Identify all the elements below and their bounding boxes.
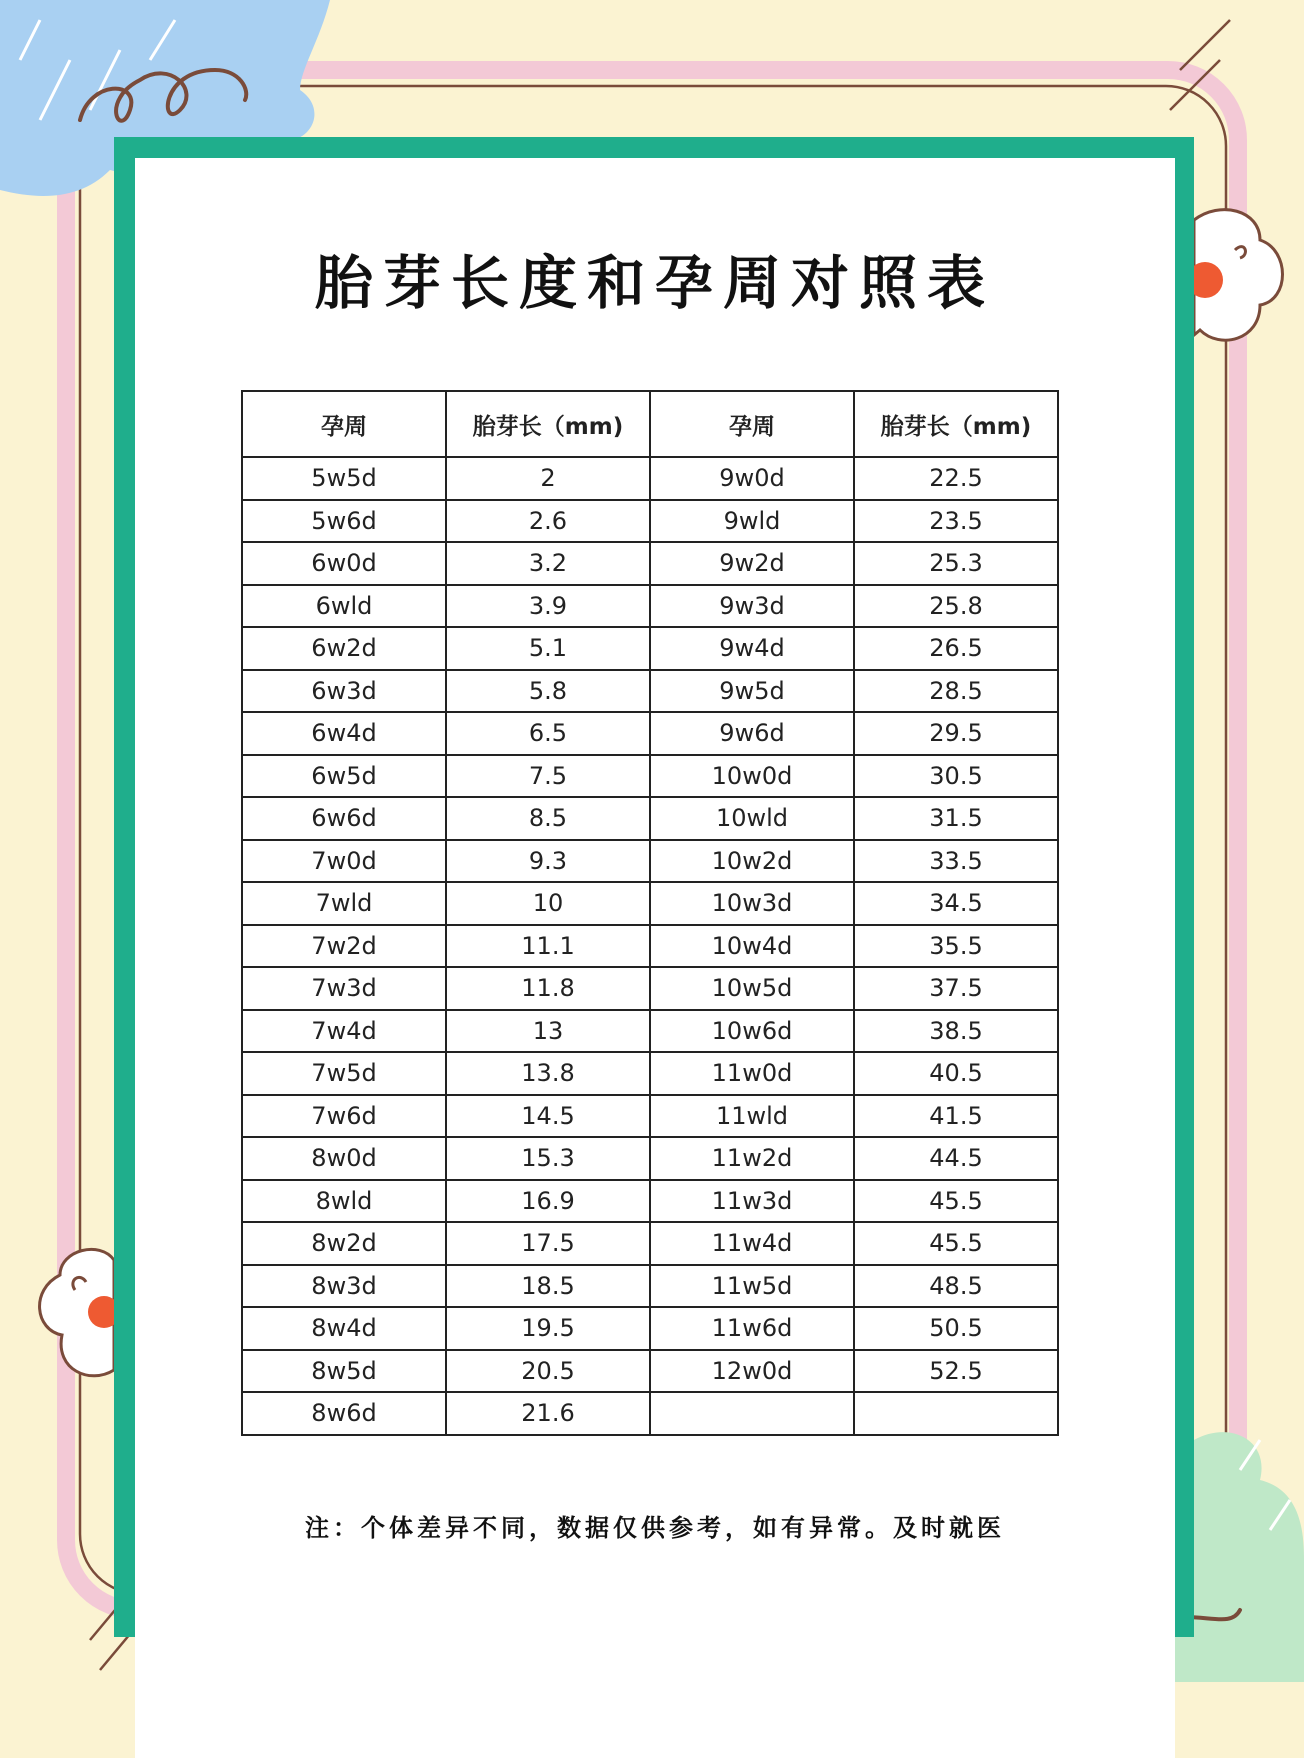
table-cell: 11w3d — [650, 1180, 854, 1223]
table-row — [242, 1307, 1058, 1350]
table-cell: 38.5 — [854, 1010, 1058, 1053]
table-cell: 34.5 — [854, 882, 1058, 925]
table-cell: 11wld — [650, 1095, 854, 1138]
table-cell: 11w2d — [650, 1137, 854, 1180]
table-cell: 19.5 — [446, 1307, 650, 1350]
table-cell: 5.1 — [446, 627, 650, 670]
table-row — [242, 457, 1058, 500]
table-cell: 44.5 — [854, 1137, 1058, 1180]
table-cell: 35.5 — [854, 925, 1058, 968]
table-cell: 22.5 — [854, 457, 1058, 500]
table-cell: 18.5 — [446, 1265, 650, 1308]
table-cell: 9w2d — [650, 542, 854, 585]
table-cell: 7w3d — [242, 967, 446, 1010]
table-row — [242, 627, 1058, 670]
table-cell: 13.8 — [446, 1052, 650, 1095]
table-row — [242, 1265, 1058, 1308]
table-cell: 52.5 — [854, 1350, 1058, 1393]
table-cell: 6w0d — [242, 542, 446, 585]
table-cell: 3.2 — [446, 542, 650, 585]
table-row — [242, 1137, 1058, 1180]
table-cell: 37.5 — [854, 967, 1058, 1010]
flower-icon — [1187, 210, 1283, 341]
table-cell: 21.6 — [446, 1392, 650, 1435]
table-row — [242, 1350, 1058, 1393]
table-cell: 23.5 — [854, 500, 1058, 543]
table-cell: 9w0d — [650, 457, 854, 500]
table-cell: 5w6d — [242, 500, 446, 543]
table-cell: 9w6d — [650, 712, 854, 755]
table-cell: 33.5 — [854, 840, 1058, 883]
table-cell: 9w4d — [650, 627, 854, 670]
table-cell: 29.5 — [854, 712, 1058, 755]
table-cell: 20.5 — [446, 1350, 650, 1393]
table-cell: 7.5 — [446, 755, 650, 798]
table-cell: 10w6d — [650, 1010, 854, 1053]
table-body — [242, 457, 1058, 1435]
table-cell: 10w2d — [650, 840, 854, 883]
table-cell: 45.5 — [854, 1222, 1058, 1265]
table-row — [242, 1180, 1058, 1223]
table-cell: 9w5d — [650, 670, 854, 713]
table-row — [242, 925, 1058, 968]
table-cell: 15.3 — [446, 1137, 650, 1180]
table-row — [242, 500, 1058, 543]
table-cell: 5.8 — [446, 670, 650, 713]
table-cell: 11w0d — [650, 1052, 854, 1095]
table-cell: 12w0d — [650, 1350, 854, 1393]
table-cell: 11w6d — [650, 1307, 854, 1350]
table-cell: 2 — [446, 457, 650, 500]
table-row — [242, 542, 1058, 585]
table-cell: 7w4d — [242, 1010, 446, 1053]
table-row — [242, 1095, 1058, 1138]
table-row — [242, 755, 1058, 798]
table-header-row — [242, 391, 1058, 457]
table-cell: 8.5 — [446, 797, 650, 840]
table-cell: 6.5 — [446, 712, 650, 755]
table-cell: 6w4d — [242, 712, 446, 755]
table-row — [242, 967, 1058, 1010]
table-cell: 5w5d — [242, 457, 446, 500]
table-cell: 50.5 — [854, 1307, 1058, 1350]
table-cell: 7w5d — [242, 1052, 446, 1095]
table-cell: 6w5d — [242, 755, 446, 798]
table-cell: 7w2d — [242, 925, 446, 968]
table-cell: 30.5 — [854, 755, 1058, 798]
table-cell: 10w0d — [650, 755, 854, 798]
column-header: 孕周 — [242, 391, 446, 457]
table-cell — [854, 1392, 1058, 1435]
table-row — [242, 670, 1058, 713]
table-cell: 9.3 — [446, 840, 650, 883]
footnote: 注：个体差异不同，数据仅供参考，如有异常。及时就医 — [305, 1514, 1005, 1542]
table-row — [242, 1052, 1058, 1095]
column-header: 胎芽长（mm) — [854, 391, 1058, 457]
table-cell: 8w3d — [242, 1265, 446, 1308]
table-row — [242, 840, 1058, 883]
table-row — [242, 797, 1058, 840]
table-cell: 8w0d — [242, 1137, 446, 1180]
table-cell: 8w6d — [242, 1392, 446, 1435]
table-cell: 16.9 — [446, 1180, 650, 1223]
column-header: 胎芽长（mm) — [446, 391, 650, 457]
table-cell: 8w5d — [242, 1350, 446, 1393]
table-cell: 40.5 — [854, 1052, 1058, 1095]
flower-icon — [40, 1249, 120, 1375]
table-cell: 28.5 — [854, 670, 1058, 713]
table-cell: 17.5 — [446, 1222, 650, 1265]
table-cell: 9w3d — [650, 585, 854, 628]
table-cell: 6wld — [242, 585, 446, 628]
page-title: 胎芽长度和孕周对照表 — [314, 249, 995, 317]
table-cell: 10w3d — [650, 882, 854, 925]
table-cell: 11w5d — [650, 1265, 854, 1308]
table-cell: 26.5 — [854, 627, 1058, 670]
column-header: 孕周 — [650, 391, 854, 457]
data-table — [241, 390, 1059, 1436]
table-cell: 25.8 — [854, 585, 1058, 628]
table-cell: 7wld — [242, 882, 446, 925]
table-cell: 7w6d — [242, 1095, 446, 1138]
table-cell: 10w5d — [650, 967, 854, 1010]
table-cell: 9wld — [650, 500, 854, 543]
table-cell: 13 — [446, 1010, 650, 1053]
table-cell: 8wld — [242, 1180, 446, 1223]
table-cell: 11.1 — [446, 925, 650, 968]
table-cell: 6w6d — [242, 797, 446, 840]
table-cell: 6w3d — [242, 670, 446, 713]
table-cell: 25.3 — [854, 542, 1058, 585]
table-row — [242, 585, 1058, 628]
table-row — [242, 1010, 1058, 1053]
table-cell: 8w4d — [242, 1307, 446, 1350]
table-cell: 6w2d — [242, 627, 446, 670]
table-cell: 14.5 — [446, 1095, 650, 1138]
table-cell: 8w2d — [242, 1222, 446, 1265]
table-cell: 7w0d — [242, 840, 446, 883]
table-cell: 3.9 — [446, 585, 650, 628]
table-cell: 11w4d — [650, 1222, 854, 1265]
table-cell: 2.6 — [446, 500, 650, 543]
table-cell — [650, 1392, 854, 1435]
table-cell: 45.5 — [854, 1180, 1058, 1223]
table-row — [242, 1392, 1058, 1435]
table-cell: 31.5 — [854, 797, 1058, 840]
table-row — [242, 882, 1058, 925]
table-cell: 10 — [446, 882, 650, 925]
table-cell: 41.5 — [854, 1095, 1058, 1138]
table-cell: 48.5 — [854, 1265, 1058, 1308]
table-cell: 10wld — [650, 797, 854, 840]
table-row — [242, 712, 1058, 755]
table-row — [242, 1222, 1058, 1265]
table-cell: 10w4d — [650, 925, 854, 968]
table-cell: 11.8 — [446, 967, 650, 1010]
